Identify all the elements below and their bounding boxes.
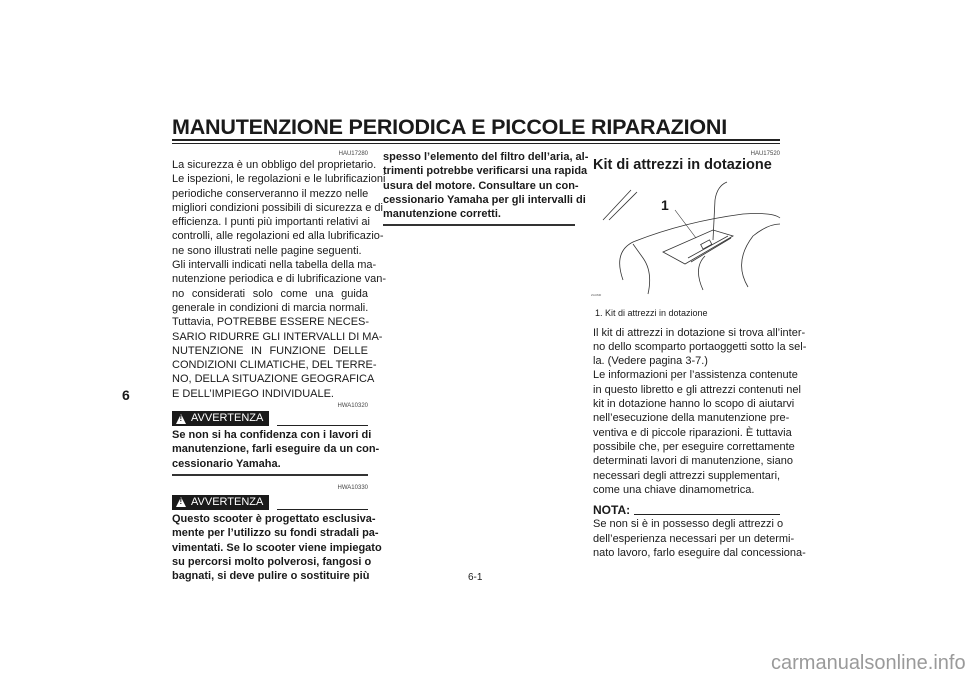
text-line: NO, DELLA SITUAZIONE GEOGRAFICA — [172, 373, 375, 386]
text-line: ne sono illustrati nelle pagine seguenti. — [172, 244, 362, 257]
text-line: necessari degli attrezzi supplementari, — [593, 469, 781, 482]
note-text — [593, 517, 806, 560]
service-paragraph — [593, 368, 801, 497]
warning-triangle-icon — [176, 414, 186, 424]
text-line: Le ispezioni, le regolazioni e le lubrificazioni — [172, 173, 386, 186]
text-line: su percorsi molto polverosi, fangosi o — [172, 555, 372, 568]
warning-code: HWA10320 — [337, 403, 368, 410]
text-line: la. (Vedere pagina 3-7.) — [593, 355, 708, 368]
text-line: no considerati solo come una guida — [172, 287, 368, 300]
text-line: usura del motore. Consultare un con- — [383, 179, 579, 192]
text-line: manutenzione corretti. — [383, 208, 501, 221]
warning-rule — [277, 509, 368, 510]
text-line: La sicurezza è un obbligo del proprietario. — [172, 159, 377, 171]
warning-rule — [277, 425, 368, 426]
section-heading: Kit di attrezzi in dotazione — [593, 157, 772, 173]
text-line: generale in condizioni di marcia normali. — [172, 301, 369, 314]
text-line: Questo scooter è progettato esclusiva- — [172, 512, 376, 525]
intro-paragraph — [172, 158, 386, 258]
section-code: HAU17280 — [338, 151, 368, 157]
page-title: MANUTENZIONE PERIODICA E PICCOLE RIPARAZIONI — [172, 115, 727, 139]
figure-callout: 1 — [661, 197, 669, 214]
section-code: HAU17520 — [750, 151, 780, 157]
warning-text — [172, 512, 382, 583]
note-header — [593, 503, 780, 517]
text-line: in questo libretto e gli attrezzi contenuti nel — [593, 383, 801, 396]
warning-label: AVVERTENZA — [191, 496, 264, 509]
note-label: NOTA: — [593, 503, 631, 518]
warning-text — [172, 428, 380, 471]
watermark: carmanualsonline.info — [771, 652, 966, 674]
note-rule — [634, 514, 780, 515]
text-line: cessionario Yamaha per gli intervalli di — [383, 193, 586, 206]
text-line: come una chiave dinamometrica. — [593, 483, 755, 496]
text-line: manutenzione, farli eseguire da un con- — [172, 443, 380, 456]
text-line: nell’esecuzione della manutenzione pre- — [593, 412, 790, 425]
intervals-paragraph — [172, 258, 387, 401]
title-rule — [172, 139, 780, 141]
text-line: Il kit di attrezzi in dotazione si trova all’inter- — [593, 326, 806, 339]
warning-triangle-icon — [176, 497, 186, 507]
text-line: Se non si ha confidenza con i lavori di — [172, 429, 372, 442]
middle-column — [383, 150, 589, 226]
text-line: Tuttavia, POTREBBE ESSERE NECES- — [172, 316, 370, 329]
text-line: trimenti potrebbe verificarsi una rapida — [383, 165, 588, 178]
text-line: determinati lavori di manutenzione, siano — [593, 455, 793, 468]
text-line: migliori condizioni possibili di sicurezza e di — [172, 201, 383, 214]
text-line: Se non si è in possesso degli attrezzi o — [593, 518, 784, 531]
text-line: CONDIZIONI CLIMATICHE, DEL TERRE- — [172, 359, 377, 372]
text-line: SARIO RIDURRE GLI INTERVALLI DI MA- — [172, 330, 383, 343]
text-line: E DELL’IMPIEGO INDIVIDUALE. — [172, 387, 334, 400]
warning-badge — [172, 495, 269, 510]
svg-text:ZAUM0: ZAUM0 — [591, 293, 602, 298]
text-line: vimentati. Se lo scooter viene impiegato — [172, 541, 382, 554]
text-line: periodiche conserveranno il mezzo nelle — [172, 187, 369, 200]
warning-code: HWA10330 — [337, 484, 368, 491]
warning-end-rule — [172, 474, 368, 476]
text-line: Le informazioni per l’assistenza contenute — [593, 369, 798, 382]
text-line: no dello scomparto portaoggetti sotto la sel- — [593, 340, 807, 353]
text-line: spesso l’elemento del filtro dell’aria, al- — [383, 151, 589, 163]
chapter-tab: 6 — [122, 387, 130, 403]
text-line: nutenzione periodica e di lubrificazione van- — [172, 273, 387, 286]
text-line: efficienza. I punti più importanti relativi ai — [172, 216, 370, 229]
text-line: cessionario Yamaha. — [172, 457, 281, 470]
warning-text-continued — [383, 150, 589, 221]
warning-end-rule — [383, 224, 575, 226]
warning-badge — [172, 411, 269, 426]
text-line: mente per l’utilizzo su fondi stradali pa- — [172, 527, 379, 540]
title-rule-thin — [172, 143, 780, 144]
toolkit-illustration — [593, 172, 780, 300]
text-line: ventiva e di piccole riparazioni. È tuttavia — [593, 426, 792, 439]
figure-caption: 1. Kit di attrezzi in dotazione — [595, 308, 708, 319]
right-column — [591, 150, 807, 560]
text-line: dell’esperienza necessari per un determi- — [593, 532, 795, 545]
warning-header — [172, 410, 368, 426]
page-number: 6-1 — [468, 572, 483, 583]
text-line: Gli intervalli indicati nella tabella della ma- — [172, 259, 377, 272]
text-line: controlli, alle regolazioni ed alla lubrificazio- — [172, 230, 384, 243]
scooter-seat-compartment-illustration — [593, 172, 780, 300]
warning-label: AVVERTENZA — [191, 412, 264, 425]
text-line: NUTENZIONE IN FUNZIONE DELLE — [172, 344, 368, 357]
text-line: bagnati, si deve pulire o sostituire più — [172, 570, 370, 583]
location-paragraph — [593, 326, 807, 369]
warning-header — [172, 494, 368, 510]
text-line: nato lavoro, farlo eseguire dal concessiona- — [593, 547, 806, 560]
text-line: possibile che, per eseguire correttamente — [593, 440, 795, 453]
text-line: kit in dotazione hanno lo scopo di aiutarvi — [593, 398, 795, 411]
left-column — [172, 150, 387, 583]
